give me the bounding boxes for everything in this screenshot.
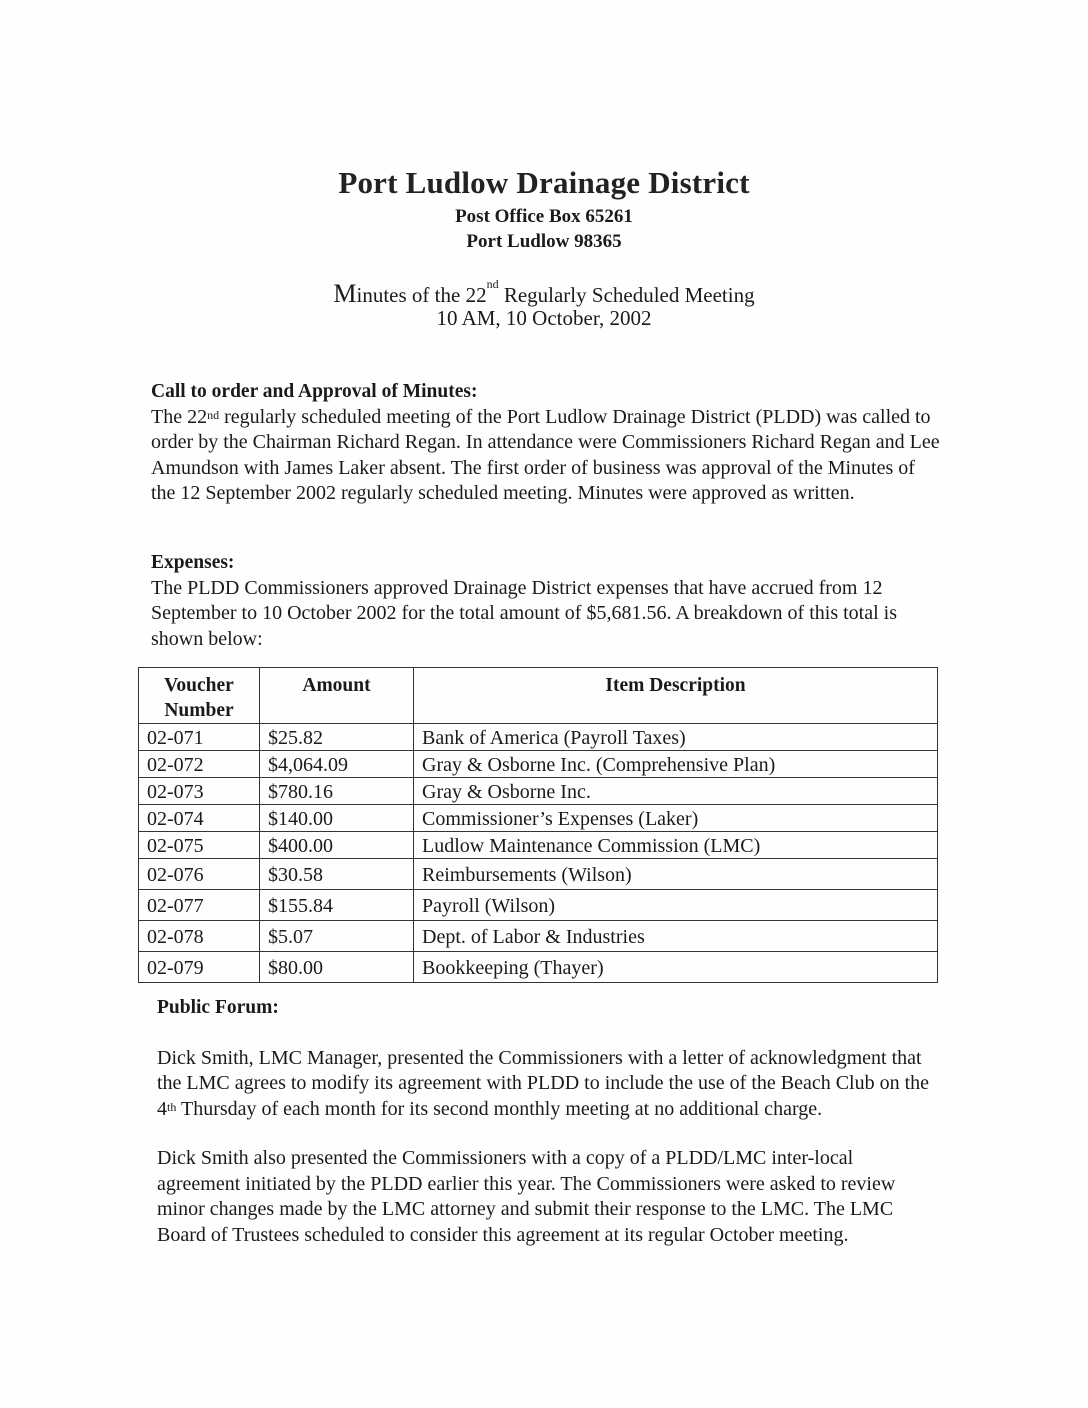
voucher-cell: 02-071 bbox=[139, 724, 260, 751]
description-cell: Bookkeeping (Thayer) bbox=[414, 952, 938, 983]
minutes-subtitle bbox=[0, 279, 1088, 309]
address-po-box: Post Office Box 65261 bbox=[455, 206, 633, 227]
call-to-order-section bbox=[151, 379, 941, 507]
minutes-prefix: inutes of the 22 bbox=[356, 283, 487, 307]
table-row bbox=[139, 952, 938, 983]
table-header-row bbox=[139, 668, 938, 724]
public-forum-paragraph-2: Dick Smith also presented the Commissioners with a copy of a PLDD/LMC inter-local agreement initiated by the PLDD earlier this year. The Commissioners were asked to review minor changes made by the LMC attorney and submit their response to the LMC. The LMC Board of Trustees scheduled to consider this agreement at its regular October meeting. bbox=[157, 1147, 896, 1246]
amount-cell: $140.00 bbox=[260, 805, 414, 832]
public-forum-section bbox=[157, 995, 937, 1272]
table-row bbox=[139, 805, 938, 832]
column-header-voucher: Voucher Number bbox=[139, 668, 260, 724]
amount-cell: $80.00 bbox=[260, 952, 414, 983]
public-forum-heading: Public Forum: bbox=[157, 997, 279, 1018]
description-cell: Gray & Osborne Inc. (Comprehensive Plan) bbox=[414, 751, 938, 778]
description-cell: Ludlow Maintenance Commission (LMC) bbox=[414, 832, 938, 859]
description-cell: Payroll (Wilson) bbox=[414, 890, 938, 921]
ordinal-suffix: nd bbox=[207, 407, 220, 422]
call-text-rest: regularly scheduled meeting of the Port Ludlow Drainage District (PLDD) was called to order by the Chairman Richard Regan. In attendance were Commissioners Richard Regan and Lee Amundson with James Laker absent. The first order of business was approval of the Minutes of the 12 September 2002 regularly scheduled meeting. Minutes were approved as written. bbox=[151, 405, 940, 504]
description-cell: Dept. of Labor & Industries bbox=[414, 921, 938, 952]
voucher-cell: 02-076 bbox=[139, 859, 260, 890]
column-header-amount: Amount bbox=[260, 668, 414, 724]
voucher-cell: 02-074 bbox=[139, 805, 260, 832]
call-text-start: The 22 bbox=[151, 405, 208, 428]
forum-p1-start: Dick Smith, LMC Manager, presented the Commissioners with a letter of acknowledgment that the LMC agrees to modify its agreement with PLDD to include the use of the Beach Club on the 4 bbox=[157, 1046, 930, 1120]
description-cell: Gray & Osborne Inc. bbox=[414, 778, 938, 805]
call-to-order-heading: Call to order and Approval of Minutes: bbox=[151, 381, 478, 402]
call-to-order-text bbox=[151, 405, 941, 507]
expenses-heading: Expenses: bbox=[151, 552, 235, 573]
description-cell: Reimbursements (Wilson) bbox=[414, 859, 938, 890]
amount-cell: $400.00 bbox=[260, 832, 414, 859]
meeting-datetime: 10 AM, 10 October, 2002 bbox=[436, 306, 652, 330]
document-title: Port Ludlow Drainage District bbox=[338, 165, 750, 200]
table-row bbox=[139, 890, 938, 921]
expenses-section bbox=[151, 550, 941, 652]
table-row bbox=[139, 751, 938, 778]
column-header-description: Item Description bbox=[414, 668, 938, 724]
amount-cell: $5.07 bbox=[260, 921, 414, 952]
table-row bbox=[139, 724, 938, 751]
minutes-suffix: Regularly Scheduled Meeting bbox=[498, 283, 755, 307]
voucher-cell: 02-075 bbox=[139, 832, 260, 859]
amount-cell: $4,064.09 bbox=[260, 751, 414, 778]
public-forum-paragraph-1 bbox=[157, 1046, 937, 1123]
amount-cell: $780.16 bbox=[260, 778, 414, 805]
expenses-table bbox=[138, 667, 938, 983]
amount-cell: $30.58 bbox=[260, 859, 414, 890]
voucher-cell: 02-072 bbox=[139, 751, 260, 778]
description-cell: Commissioner’s Expenses (Laker) bbox=[414, 805, 938, 832]
voucher-cell: 02-078 bbox=[139, 921, 260, 952]
voucher-cell: 02-079 bbox=[139, 952, 260, 983]
forum-p1-rest: Thursday of each month for its second monthly meeting at no additional charge. bbox=[176, 1097, 823, 1120]
amount-cell: $25.82 bbox=[260, 724, 414, 751]
expenses-text: The PLDD Commissioners approved Drainage District expenses that have accrued from 12 September to 10 October 2002 for the total amount of $5,681.56. A breakdown of this total is shown below: bbox=[151, 576, 897, 650]
table-row bbox=[139, 921, 938, 952]
ordinal-suffix: th bbox=[167, 1099, 177, 1114]
table-row bbox=[139, 778, 938, 805]
table-row bbox=[139, 859, 938, 890]
description-cell: Bank of America (Payroll Taxes) bbox=[414, 724, 938, 751]
address-city-zip: Port Ludlow 98365 bbox=[466, 231, 622, 252]
table-row bbox=[139, 832, 938, 859]
voucher-cell: 02-077 bbox=[139, 890, 260, 921]
minutes-initial: M bbox=[333, 279, 357, 308]
voucher-cell: 02-073 bbox=[139, 778, 260, 805]
amount-cell: $155.84 bbox=[260, 890, 414, 921]
ordinal-suffix: nd bbox=[486, 277, 499, 291]
